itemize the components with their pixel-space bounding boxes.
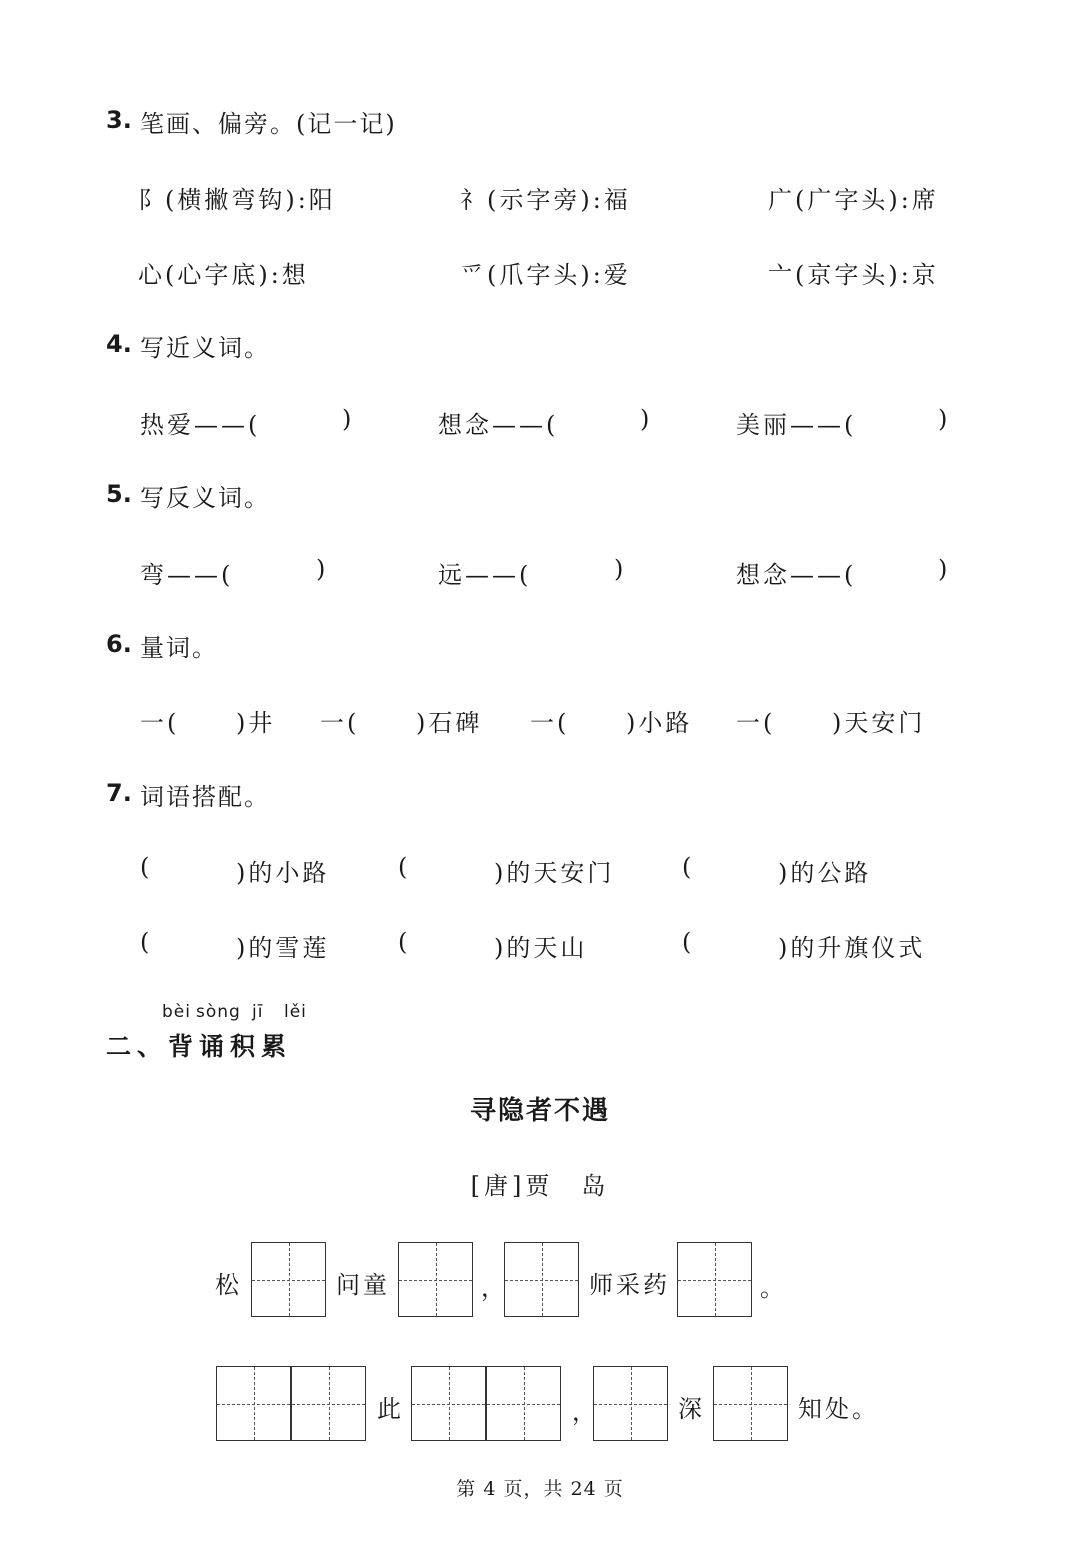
q4-item-2: 想念——( bbox=[438, 411, 559, 439]
q5-item-2: 远——( bbox=[438, 561, 532, 589]
q7-item-4-open: ( bbox=[140, 928, 153, 956]
q5-item-1-close: ) bbox=[316, 555, 329, 583]
poem-line1-text-2: 问童 bbox=[336, 1271, 390, 1299]
q5-item-3-close: ) bbox=[938, 555, 951, 583]
q6-item-1-close: )井 bbox=[236, 709, 276, 737]
q7-item-4: )的雪莲 bbox=[236, 934, 330, 962]
poem-line2-comma: ， bbox=[572, 1398, 599, 1426]
page-footer: 第 4 页，共 24 页 bbox=[456, 1478, 624, 1500]
poem-line1-comma: ， bbox=[481, 1274, 508, 1302]
q6-item-3-open: 一( bbox=[530, 709, 570, 737]
q7-title: 词语搭配。 bbox=[140, 783, 270, 811]
q7-item-5: )的天山 bbox=[494, 934, 588, 962]
q3-number: 3. bbox=[106, 106, 132, 134]
q7-item-6-open: ( bbox=[682, 928, 695, 956]
q4-item-1-close: ) bbox=[342, 405, 355, 433]
q7-item-6: )的升旗仪式 bbox=[778, 934, 926, 962]
answer-grid-cell[interactable] bbox=[504, 1242, 579, 1317]
poem-line1-text-3: 师采药 bbox=[589, 1271, 670, 1299]
q7-item-1-open: ( bbox=[140, 853, 153, 881]
q5-number: 5. bbox=[106, 480, 132, 508]
q5-title: 写反义词。 bbox=[140, 484, 270, 512]
answer-grid-cell[interactable] bbox=[486, 1366, 561, 1441]
answer-grid-cell[interactable] bbox=[216, 1366, 291, 1441]
q6-item-2-close: )石碑 bbox=[416, 709, 483, 737]
q3-item-5: 爫(爪字头):爱 bbox=[460, 261, 631, 289]
poem-line2-char-2: 深 bbox=[678, 1395, 705, 1423]
q3-item-1: 阝(横撇弯钩):阳 bbox=[138, 186, 336, 214]
q6-number: 6. bbox=[106, 630, 132, 658]
answer-grid-cell[interactable] bbox=[713, 1366, 788, 1441]
q7-item-2-open: ( bbox=[398, 853, 411, 881]
q7-item-1: )的小路 bbox=[236, 859, 330, 887]
q3-item-6: 亠(京字头):京 bbox=[768, 261, 939, 289]
q5-item-1: 弯——( bbox=[140, 561, 234, 589]
section-heading: 二、背诵积累 bbox=[106, 1032, 293, 1061]
pinyin-bei: bèi bbox=[162, 1002, 191, 1022]
q7-number: 7. bbox=[106, 779, 132, 807]
poem-title: 寻隐者不遇 bbox=[469, 1096, 610, 1126]
answer-grid-cell[interactable] bbox=[411, 1366, 486, 1441]
poem-line1-char-1: 松 bbox=[215, 1271, 242, 1299]
q4-item-1: 热爱——( bbox=[140, 411, 261, 439]
q3-item-4: 心(心字底):想 bbox=[138, 261, 309, 289]
q4-title: 写近义词。 bbox=[140, 334, 270, 362]
answer-grid-cell[interactable] bbox=[593, 1366, 668, 1441]
pinyin-ji: jī bbox=[252, 1002, 264, 1022]
answer-grid-cell[interactable] bbox=[291, 1366, 366, 1441]
q4-item-3-close: ) bbox=[938, 405, 951, 433]
q5-item-3: 想念——( bbox=[736, 561, 857, 589]
q7-item-2: )的天安门 bbox=[494, 859, 615, 887]
pinyin-song: sòng bbox=[196, 1002, 241, 1022]
answer-grid-cell[interactable] bbox=[251, 1242, 326, 1317]
q3-item-3: 广(广字头):席 bbox=[768, 186, 939, 214]
q6-item-2-open: 一( bbox=[320, 709, 360, 737]
poem-line2-char-1: 此 bbox=[377, 1395, 404, 1423]
pinyin-lei: lěi bbox=[284, 1002, 307, 1022]
q4-item-3: 美丽——( bbox=[736, 411, 857, 439]
poem-line2-text-end: 知处。 bbox=[798, 1395, 879, 1423]
q7-item-3: )的公路 bbox=[778, 859, 872, 887]
q3-title: 笔画、偏旁。(记一记) bbox=[140, 110, 397, 138]
q7-item-5-open: ( bbox=[398, 928, 411, 956]
poem-line1-period: 。 bbox=[760, 1274, 787, 1302]
q6-item-3-close: )小路 bbox=[626, 709, 693, 737]
poem-author: [唐]贾 岛 bbox=[470, 1172, 610, 1200]
answer-grid-cell[interactable] bbox=[677, 1242, 752, 1317]
q5-item-2-close: ) bbox=[614, 555, 627, 583]
q6-item-1-open: 一( bbox=[140, 709, 180, 737]
q6-title: 量词。 bbox=[140, 634, 218, 662]
answer-grid-cell[interactable] bbox=[398, 1242, 473, 1317]
q4-number: 4. bbox=[106, 330, 132, 358]
q6-item-4-close: )天安门 bbox=[832, 709, 926, 737]
q6-item-4-open: 一( bbox=[736, 709, 776, 737]
q4-item-2-close: ) bbox=[640, 405, 653, 433]
q3-item-2: 礻(示字旁):福 bbox=[460, 186, 631, 214]
q7-item-3-open: ( bbox=[682, 853, 695, 881]
